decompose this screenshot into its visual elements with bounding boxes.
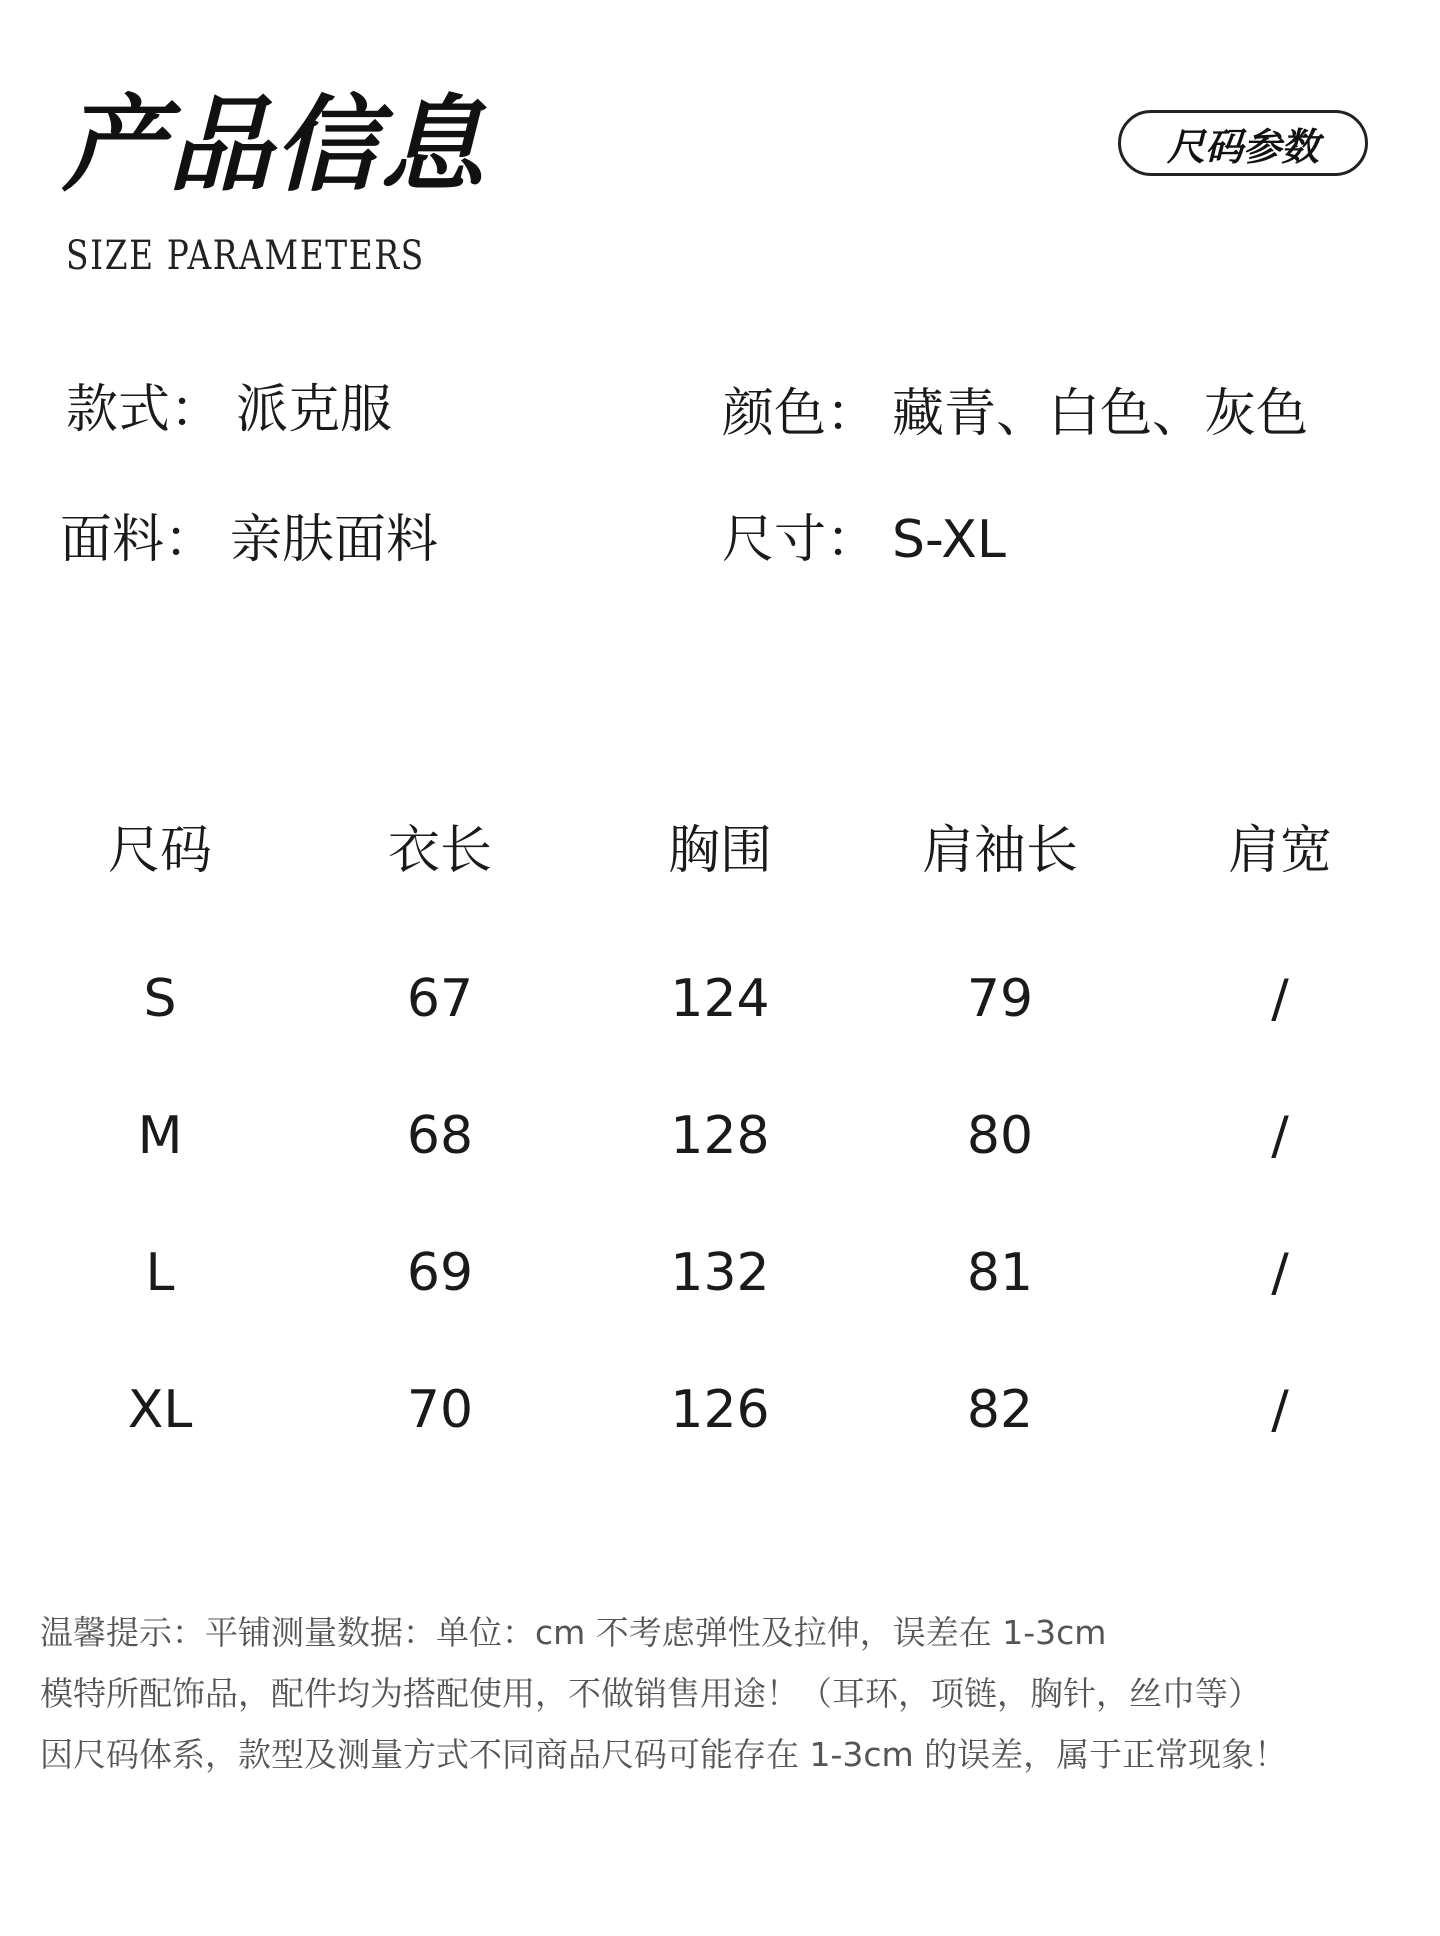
- info-fabric: [60, 510, 439, 570]
- table-row: [20, 890, 1420, 1067]
- info-style: [66, 380, 393, 440]
- cell-size: L: [145, 1242, 175, 1303]
- info-style-value: 派克服: [236, 380, 393, 440]
- info-color: [722, 384, 1309, 444]
- cell-shoulder-width: /: [1271, 1105, 1289, 1166]
- cell-length: 70: [406, 1379, 474, 1440]
- note-line-accessories: 模特所配饰品，配件均为搭配使用，不做销售用途！（耳环，项链，胸针，丝巾等）: [40, 1674, 1261, 1713]
- table-row: [20, 1341, 1420, 1478]
- notes-block: [40, 1602, 1420, 1785]
- cell-shoulder-sleeve: 80: [966, 1105, 1034, 1166]
- info-size-value: S-XL: [892, 510, 1006, 570]
- cell-length: 69: [406, 1242, 474, 1303]
- cell-length: 68: [406, 1105, 474, 1166]
- cell-size: S: [143, 968, 177, 1029]
- cell-chest: 128: [670, 1105, 770, 1166]
- cell-size: XL: [127, 1379, 193, 1440]
- info-color-label: 颜色：: [722, 384, 879, 444]
- header-shoulder-width: 肩宽: [1227, 820, 1332, 881]
- header-size: 尺码: [107, 820, 212, 881]
- header-length: 衣长: [387, 820, 492, 881]
- info-color-value: 藏青、白色、灰色: [892, 384, 1309, 444]
- size-parameters-badge: 尺码参数: [1118, 110, 1368, 176]
- cell-shoulder-sleeve: 82: [966, 1379, 1034, 1440]
- cell-shoulder-sleeve: 81: [966, 1242, 1034, 1303]
- info-fabric-value: 亲肤面料: [230, 510, 439, 570]
- info-fabric-label: 面料：: [60, 510, 217, 570]
- info-size: [722, 510, 1006, 570]
- cell-shoulder-sleeve: 79: [966, 968, 1034, 1029]
- info-style-label: 款式：: [66, 380, 223, 440]
- page-subtitle: SIZE PARAMETERS: [66, 233, 425, 279]
- note-line-size-error: 因尺码体系，款型及测量方式不同商品尺码可能存在 1-3cm 的误差，属于正常现象！: [40, 1735, 1288, 1774]
- page-title: 产品信息: [62, 83, 487, 206]
- header-chest: 胸围: [667, 820, 772, 881]
- header-shoulder-sleeve: 肩袖长: [921, 820, 1078, 881]
- cell-length: 67: [406, 968, 474, 1029]
- size-table: [20, 800, 1420, 1478]
- cell-shoulder-width: /: [1271, 968, 1289, 1029]
- cell-shoulder-width: /: [1271, 1379, 1289, 1440]
- size-table-header-row: [20, 800, 1420, 890]
- cell-shoulder-width: /: [1271, 1242, 1289, 1303]
- table-row: [20, 1204, 1420, 1341]
- cell-chest: 126: [670, 1379, 770, 1440]
- note-line-measurement: 温馨提示：平铺测量数据：单位：cm 不考虑弹性及拉伸，误差在 1-3cm: [40, 1613, 1107, 1652]
- table-row: [20, 1067, 1420, 1204]
- cell-chest: 124: [670, 968, 770, 1029]
- cell-chest: 132: [670, 1242, 770, 1303]
- cell-size: M: [137, 1105, 183, 1166]
- info-size-label: 尺寸：: [722, 510, 879, 570]
